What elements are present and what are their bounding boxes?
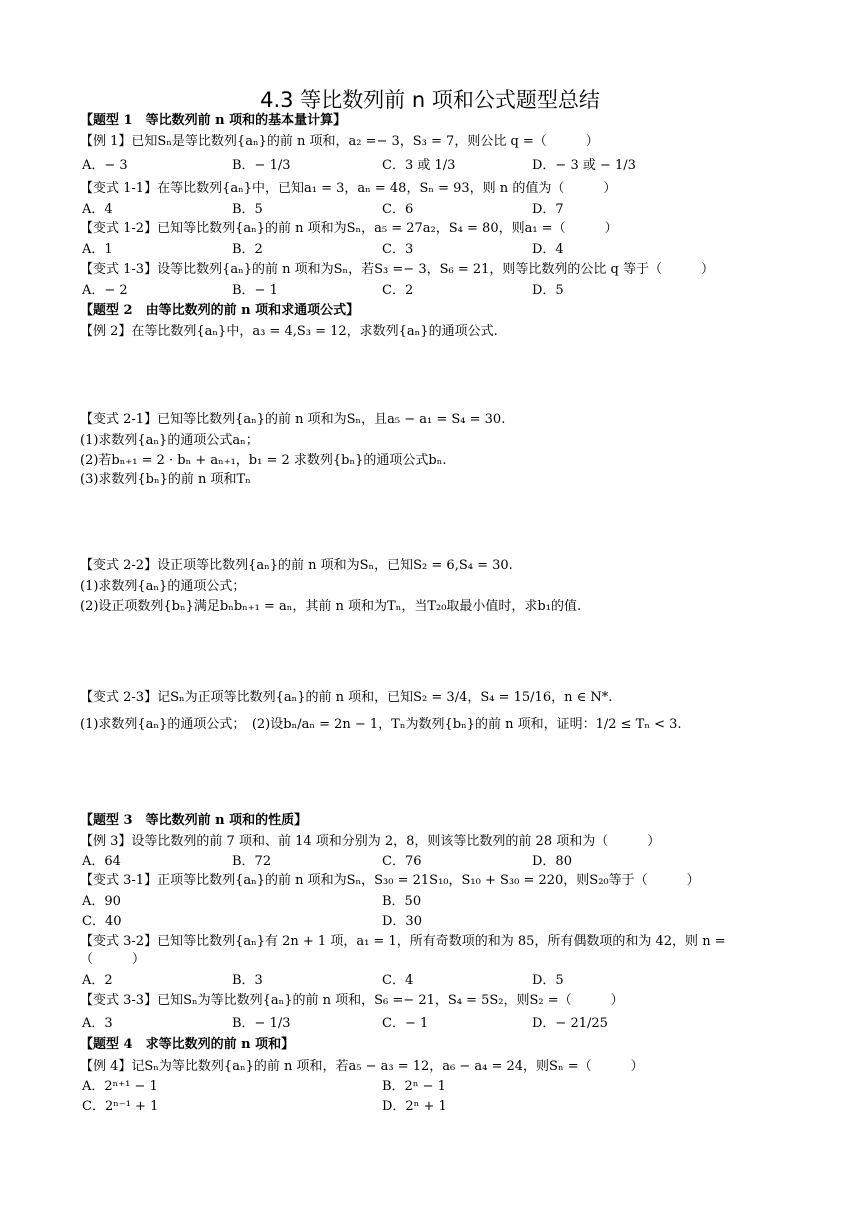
variant-1-2-option-c: C．3 [382,242,414,257]
variant-2-1: 【变式 2-1】已知等比数列{aₙ}的前 n 项和为Sₙ，且a₅ − a₁ = S₄ = 30. [80,412,506,427]
variant-1-2-option-b: B．2 [232,242,263,257]
variant-3-3: 【变式 3-3】已知Sₙ为等比数列{aₙ}的前 n 项和，S₆ =− 21，S₄ = 5S₂，则S₂ =（ ） [80,993,624,1008]
example-3-option-d: D．80 [532,854,572,869]
variant-3-2-option-c: C．4 [382,973,414,988]
variant-1-2-option-a: A．1 [82,242,113,257]
variant-2-1-part-2: (2)若bₙ₊₁ = 2 · bₙ + aₙ₊₁，b₁ = 2 求数列{bₙ}的通项公式bₙ. [80,453,447,468]
example-1-option-c: C．3 或 1/3 [382,158,456,173]
example-3-option-c: C．76 [382,854,422,869]
variant-1-1-option-b: B．5 [232,202,263,217]
variant-1-3-option-a: A．− 2 [82,283,128,298]
variant-2-2-part-1: (1)求数列{aₙ}的通项公式； [80,579,246,594]
variant-3-1-option-d: D．30 [382,914,422,929]
example-3-option-a: A．64 [82,854,121,869]
example-4: 【例 4】记Sₙ为等比数列{aₙ}的前 n 项和，若a₅ − a₃ = 12，a₆ − a₄ = 24，则Sₙ =（ ） [80,1059,644,1074]
variant-3-2: 【变式 3-2】已知等比数列{aₙ}有 2n + 1 项，a₁ = 1，所有奇数项的和为 85，所有偶数项的和为 42，则 n = [80,934,726,949]
example-1-option-b: B．− 1/3 [232,158,291,173]
variant-1-3: 【变式 1-3】设等比数列{aₙ}的前 n 项和为Sₙ，若S₃ =− 3，S₆ = 21，则等比数列的公比 q 等于（ ） [80,262,714,277]
variant-1-2-option-d: D．4 [532,242,564,257]
section-2-heading: 【题型 2 由等比数列的前 n 项和求通项公式】 [80,303,360,318]
variant-3-2-option-b: B．3 [232,973,263,988]
example-4-option-a: A．2ⁿ⁺¹ − 1 [82,1079,158,1094]
variant-3-2-blank: （ ） [80,952,146,967]
example-1: 【例 1】已知Sₙ是等比数列{aₙ}的前 n 项和，a₂ =− 3，S₃ = 7，则公比 q =（ ） [80,134,599,149]
section-4-heading: 【题型 4 求等比数列的前 n 项和】 [80,1037,295,1052]
variant-2-1-part-3: (3)求数列{bₙ}的前 n 项和Tₙ [80,472,251,487]
variant-1-3-option-c: C．2 [382,283,414,298]
variant-1-1-option-c: C．6 [382,202,414,217]
variant-2-1-part-1: (1)求数列{aₙ}的通项公式aₙ； [80,433,259,448]
example-4-option-c: C．2ⁿ⁻¹ + 1 [82,1099,159,1114]
variant-1-1: 【变式 1-1】在等比数列{aₙ}中，已知a₁ = 3，aₙ = 48，Sₙ = 93，则 n 的值为（ ） [80,181,617,196]
variant-3-1-option-b: B．50 [382,894,422,909]
variant-3-1: 【变式 3-1】正项等比数列{aₙ}的前 n 项和为Sₙ，S₃₀ = 21S₁₀，S₁₀ + S₃₀ = 220，则S₂₀等于（ ） [80,873,700,888]
variant-2-2-part-2: (2)设正项数列{bₙ}满足bₙbₙ₊₁ = aₙ，其前 n 项和为Tₙ，当T₂₀取最小值时，求b₁的值. [80,599,582,614]
example-4-option-d: D．2ⁿ + 1 [382,1099,447,1114]
variant-3-2-option-a: A．2 [82,973,113,988]
variant-1-3-option-d: D．5 [532,283,564,298]
variant-3-1-option-c: C．40 [82,914,122,929]
page-title: 4.3 等比数列前 n 项和公式题型总结 [260,88,600,112]
section-1-heading: 【题型 1 等比数列前 n 项和的基本量计算】 [80,113,347,128]
variant-1-2: 【变式 1-2】已知等比数列{aₙ}的前 n 项和为Sₙ，a₅ = 27a₂，S₄ = 80，则a₁ =（ ） [80,221,618,236]
variant-1-3-option-b: B．− 1 [232,283,278,298]
variant-3-2-option-d: D．5 [532,973,564,988]
variant-3-3-option-b: B．− 1/3 [232,1016,291,1031]
variant-2-3: 【变式 2-3】记Sₙ为正项等比数列{aₙ}的前 n 项和，已知S₂ = 3/4，S₄ = 15/16，n ∈ N*. [80,690,613,705]
example-1-option-d: D．− 3 或 − 1/3 [532,158,636,173]
variant-2-2: 【变式 2-2】设正项等比数列{aₙ}的前 n 项和为Sₙ，已知S₂ = 6,S₄ = 30. [80,558,513,573]
variant-3-1-option-a: A．90 [82,894,121,909]
section-3-heading: 【题型 3 等比数列前 n 项和的性质】 [80,813,308,828]
variant-3-3-option-a: A．3 [82,1016,113,1031]
variant-3-3-option-d: D．− 21/25 [532,1016,608,1031]
variant-1-1-option-d: D．7 [532,202,564,217]
variant-1-1-option-a: A．4 [82,202,113,217]
variant-2-3-parts: (1)求数列{aₙ}的通项公式； (2)设bₙ/aₙ = 2n − 1，Tₙ为数列{bₙ}的前 n 项和，证明：1/2 ≤ Tₙ < 3. [80,717,682,732]
variant-3-3-option-c: C．− 1 [382,1016,429,1031]
example-3-option-b: B．72 [232,854,272,869]
example-1-option-a: A．− 3 [82,158,128,173]
example-2: 【例 2】在等比数列{aₙ}中，a₃ = 4,S₃ = 12，求数列{aₙ}的通项公式. [80,324,498,339]
example-3: 【例 3】设等比数列的前 7 项和、前 14 项和分别为 2，8，则该等比数列的前 28 项和为（ ） [80,834,661,849]
example-4-option-b: B．2ⁿ − 1 [382,1079,446,1094]
